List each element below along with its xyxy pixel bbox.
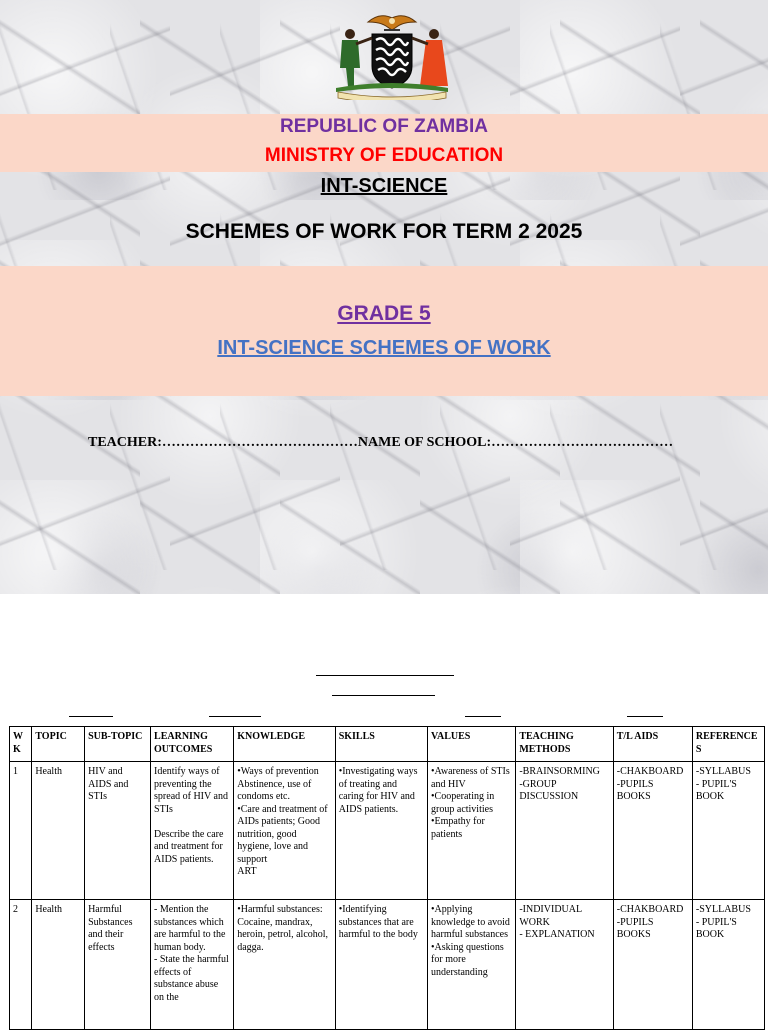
- teacher-school-line: TEACHER:……………………………………NAME OF SCHOOL:…………………………………: [88, 435, 674, 450]
- column-header: LEARNING OUTCOMES: [151, 727, 234, 762]
- schemes-of-work-table: [9, 726, 765, 1030]
- zambia-coat-of-arms-icon: [328, 8, 456, 100]
- column-header: T/L AIDS: [613, 727, 692, 762]
- knowledge-cell: •Ways of prevention Abstinence, use of condoms etc. •Care and treatment of AIDs patients; Good nutrition, good hygiene, love and support ART: [234, 762, 335, 900]
- skills-cell: •Identifying substances that are harmful to the body: [335, 900, 427, 1030]
- column-header: TEACHING METHODS: [516, 727, 613, 762]
- outcomes-cell: Identify ways of preventing the spread of HIV and STIs Describe the care and treatment for AIDS patients.: [151, 762, 234, 900]
- table-row: [10, 762, 765, 900]
- outcomes-cell: - Mention the substances which are harmful to the human body. - State the harmful effects of substance abuse on the: [151, 900, 234, 1030]
- values-cell: •Applying knowledge to avoid harmful substances •Asking questions for more understanding: [428, 900, 516, 1030]
- aids-cell: -CHAKBOARD -PUPILS BOOKS: [613, 900, 692, 1030]
- column-header: REFERENCES: [692, 727, 764, 762]
- subject-title: INT-SCIENCE: [320, 175, 448, 197]
- values-cell: •Awareness of STIs and HIV •Cooperating in group activities •Empathy for patients: [428, 762, 516, 900]
- subtopic-cell: Harmful Substances and their effects: [85, 900, 151, 1030]
- aids-cell: -CHAKBOARD -PUPILS BOOKS: [613, 762, 692, 900]
- ministry-title: MINISTRY OF EDUCATION: [264, 145, 504, 166]
- methods-cell: -INDIVIDUAL WORK - EXPLANATION: [516, 900, 613, 1030]
- title-band-grade: [0, 266, 768, 396]
- subtopic-cell: HIV and AIDS and STIs: [85, 762, 151, 900]
- separator-line: [316, 675, 454, 676]
- table-row: [10, 900, 765, 1030]
- separator-line: [332, 695, 435, 696]
- references-cell: -SYLLABUS - PUPIL'S BOOK: [692, 900, 764, 1030]
- skills-cell: •Investigating ways of treating and caring for HIV and AIDS patients.: [335, 762, 427, 900]
- column-header: W K: [10, 727, 32, 762]
- table-header-row: [10, 727, 765, 762]
- topic-cell: Health: [32, 762, 85, 900]
- week-cell: 1: [10, 762, 32, 900]
- references-cell: -SYLLABUS - PUPIL'S BOOK: [692, 762, 764, 900]
- knowledge-cell: •Harmful substances: Cocaine, mandrax, heroin, petrol, alcohol, dagga.: [234, 900, 335, 1030]
- methods-cell: -BRAINSORMING -GROUP DISCUSSION: [516, 762, 613, 900]
- column-header: SKILLS: [335, 727, 427, 762]
- column-header: SUB-TOPIC: [85, 727, 151, 762]
- separator-line: [627, 716, 663, 717]
- separator-line: [69, 716, 113, 717]
- separator-line: [209, 716, 261, 717]
- column-header: TOPIC: [32, 727, 85, 762]
- document-subtitle: INT-SCIENCE SCHEMES OF WORK: [217, 337, 551, 359]
- separator-line: [465, 716, 501, 717]
- topic-cell: Health: [32, 900, 85, 1030]
- republic-title: REPUBLIC OF ZAMBIA: [280, 116, 488, 137]
- column-header: KNOWLEDGE: [234, 727, 335, 762]
- column-header: VALUES: [428, 727, 516, 762]
- week-cell: 2: [10, 900, 32, 1030]
- scheme-title: SCHEMES OF WORK FOR TERM 2 2025: [185, 220, 583, 243]
- grade-title: GRADE 5: [337, 302, 431, 325]
